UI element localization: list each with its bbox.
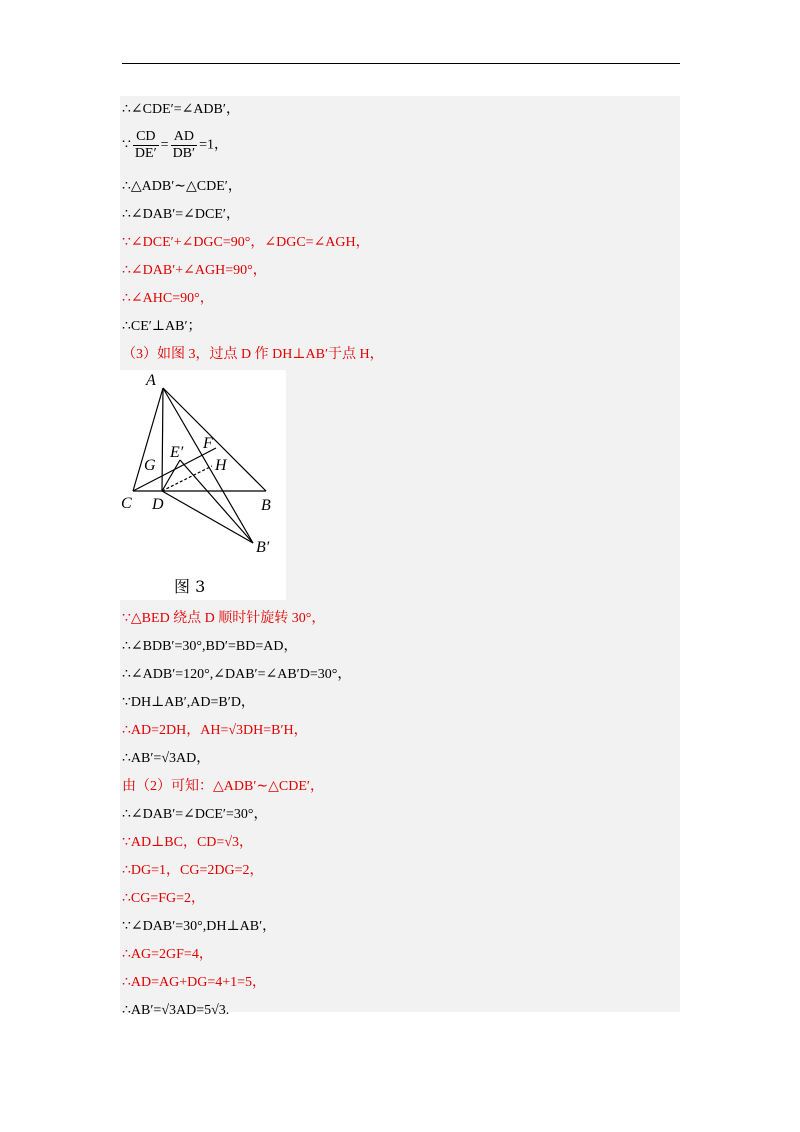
solution-line-12: ∴∠ADB′=120°,∠DAB′=∠AB′D=30°， <box>122 667 352 682</box>
solution-line-24: ∴AB′=√3AD=5√3. <box>122 1003 230 1018</box>
solution-line-2 <box>122 129 228 162</box>
header-rule <box>122 63 680 64</box>
geometry-diagram <box>120 370 286 600</box>
solution-line-8: ∴CE′⊥AB′； <box>122 319 202 334</box>
line-text-pre: ∵ <box>122 137 131 153</box>
fraction-denominator: DB′ <box>172 146 196 161</box>
fraction <box>133 129 159 162</box>
solution-line-18: ∵AD⊥BC，CD=√3， <box>122 835 253 850</box>
solution-line-4: ∴∠DAB′=∠DCE′， <box>122 207 240 222</box>
solution-line-16: 由（2）可知：△ADB′∼△CDE′， <box>122 779 324 794</box>
label-a: A <box>146 372 156 389</box>
label-d: D <box>152 496 164 513</box>
figure-caption: 图 3 <box>174 577 206 596</box>
label-e-prime: E′ <box>170 444 184 461</box>
fraction-numerator: AD <box>171 129 198 146</box>
solution-line-17: ∴∠DAB′=∠DCE′=30°， <box>122 807 268 822</box>
segment-ac <box>133 388 163 491</box>
label-f: F <box>203 435 213 452</box>
label-h: H <box>215 457 227 474</box>
solution-line-15: ∴AB′=√3AD， <box>122 751 211 766</box>
solution-line-9: （3）如图 3，过点 D 作 DH⊥AB′于点 H， <box>122 347 384 362</box>
label-b: B <box>261 497 271 514</box>
solution-line-21: ∵∠DAB′=30°,DH⊥AB′， <box>122 919 277 934</box>
label-b-prime: B′ <box>256 539 270 556</box>
solution-line-13: ∵DH⊥AB′,AD=B′D， <box>122 695 255 710</box>
solution-line-6: ∴∠DAB′+∠AGH=90°， <box>122 263 267 278</box>
label-g: G <box>144 457 156 474</box>
solution-line-10: ∵△BED 绕点 D 顺时针旋转 30°， <box>122 611 326 626</box>
line-text-post: =1， <box>199 137 228 153</box>
fraction-numerator: CD <box>133 129 159 146</box>
solution-line-7: ∴∠AHC=90°， <box>122 291 214 306</box>
line-text-mid: = <box>160 137 169 153</box>
fraction-denominator: DE′ <box>134 146 157 161</box>
solution-line-19: ∴DG=1，CG=2DG=2， <box>122 863 264 878</box>
solution-line-3: ∴△ADB′∼△CDE′， <box>122 179 242 194</box>
solution-line-22: ∴AG=2GF=4， <box>122 947 213 962</box>
solution-line-11: ∴∠BDB′=30°,BD′=BD=AD， <box>122 639 298 654</box>
solution-line-14: ∴AD=2DH，AH=√3DH=B′H， <box>122 723 308 738</box>
figure-3 <box>120 370 286 600</box>
fraction <box>171 129 198 162</box>
solution-line-23: ∴AD=AG+DG=4+1=5， <box>122 975 267 990</box>
solution-line-5: ∵∠DCE′+∠DGC=90°，∠DGC=∠AGH， <box>122 235 370 250</box>
segment-db-prime <box>162 491 253 543</box>
solution-line-20: ∴CG=FG=2， <box>122 891 206 906</box>
solution-line-1: ∴∠CDE′=∠ADB′， <box>122 102 240 117</box>
label-c: C <box>121 495 132 512</box>
